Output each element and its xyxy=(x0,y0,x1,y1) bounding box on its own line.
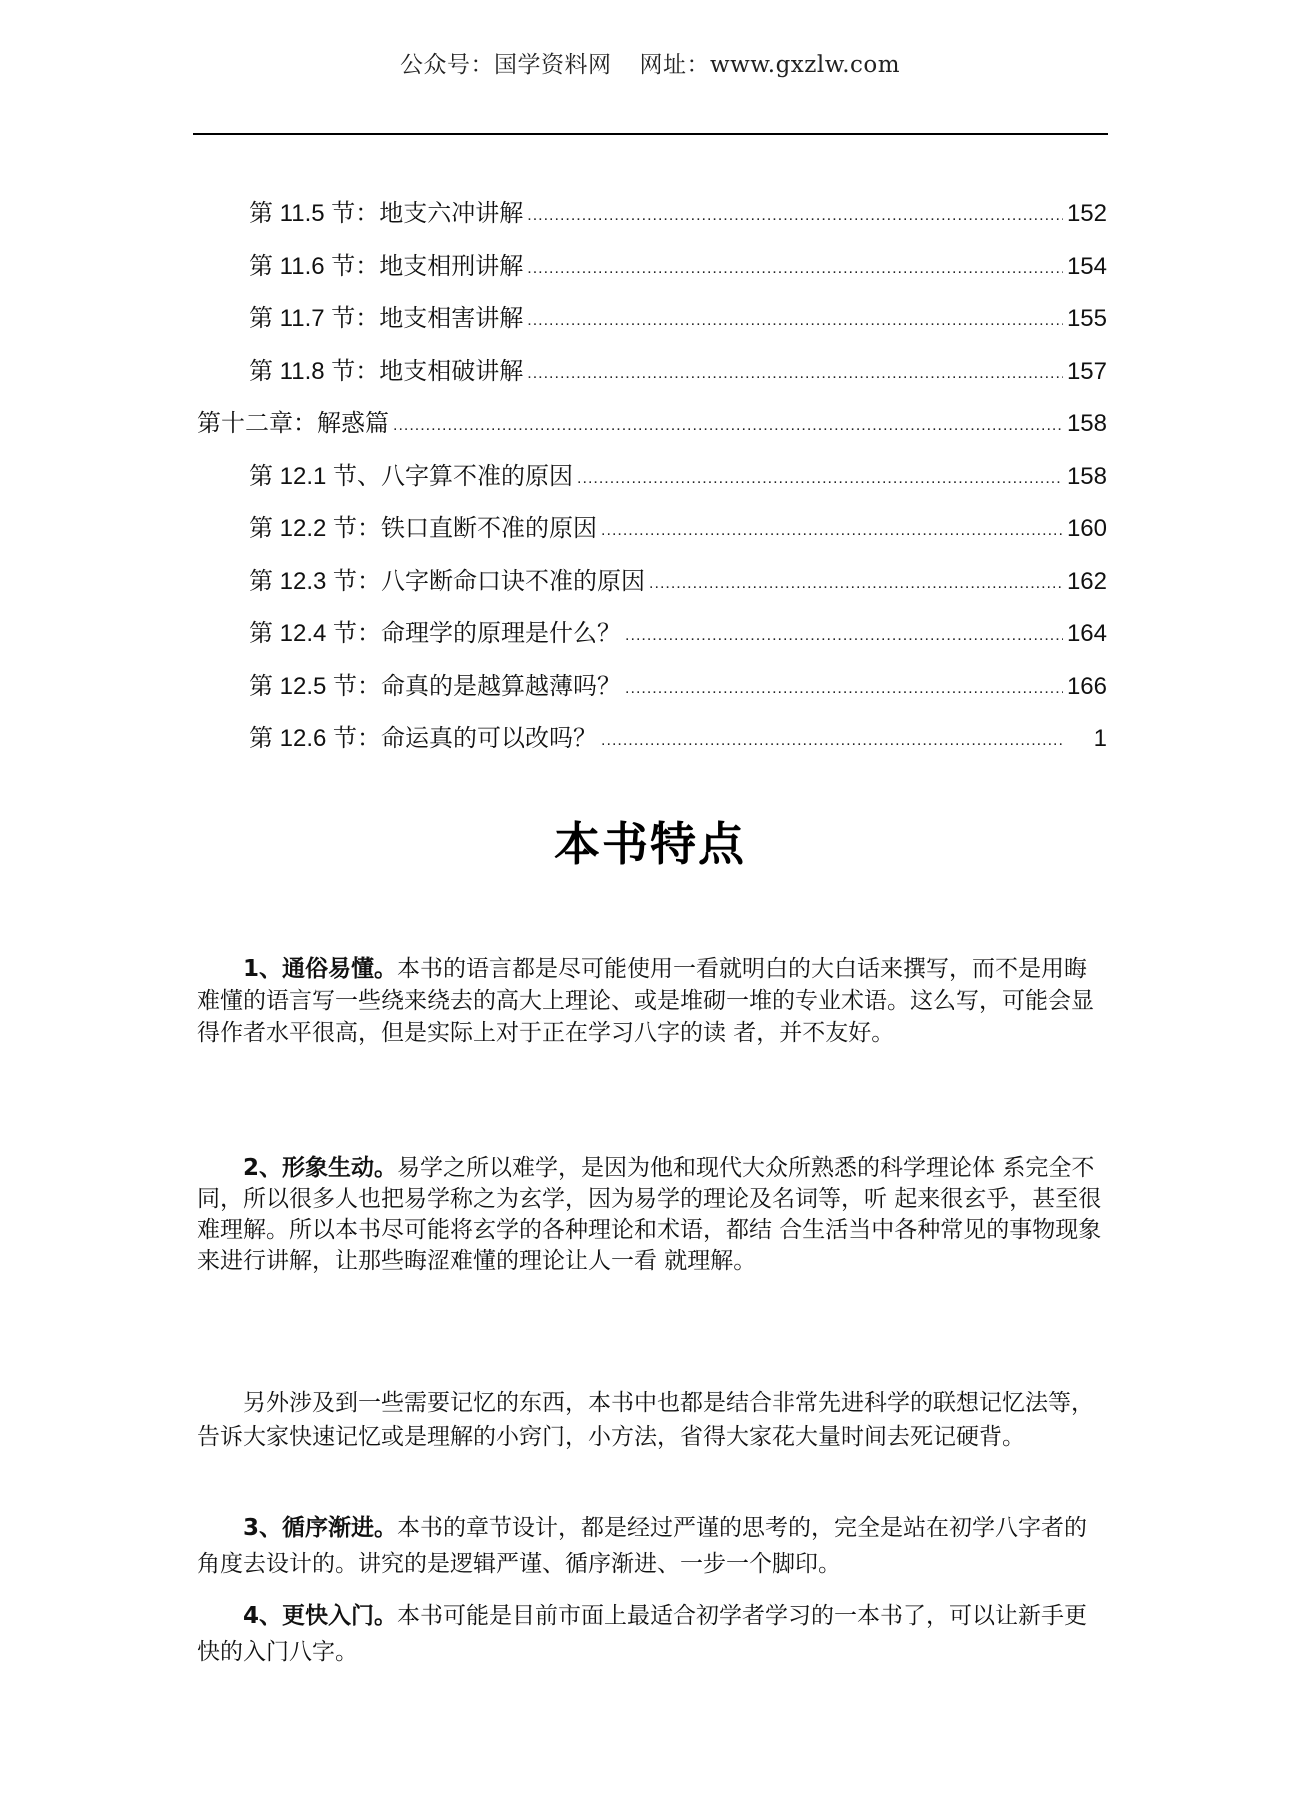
toc-entry-page: 162 xyxy=(1066,567,1107,595)
feature-paragraph xyxy=(197,953,1097,1049)
toc-entry-page: 158 xyxy=(1066,462,1107,490)
toc-leader-dots xyxy=(649,563,1063,602)
toc-entry-page: 160 xyxy=(1066,515,1107,542)
toc-entry[interactable] xyxy=(197,616,1107,669)
feature-lead: 1、通俗易懂。 xyxy=(243,956,398,982)
feature-text: 另外涉及到一些需要记忆的东西，本书中也都是结合非常先进科学的联想记忆法等，告诉大家快速记忆或是理解的小窍门，小方法，省得大家花大量时间去死记硬背。 xyxy=(197,1390,1094,1450)
toc-entry-page: 154 xyxy=(1066,252,1107,280)
toc-entry-page: 166 xyxy=(1066,672,1107,700)
features-heading: 本书特点 xyxy=(554,817,746,871)
toc-entry-title: 第 12.4 节：命理学的原理是什么？ xyxy=(249,620,622,647)
feature-paragraph xyxy=(197,1153,1122,1277)
toc-entry[interactable] xyxy=(197,354,1107,407)
toc-entry-title: 第 12.6 节：命运真的可以改吗？ xyxy=(249,725,598,752)
toc-entry-title: 第 11.6 节：地支相刑讲解 xyxy=(249,252,524,280)
toc-entry-title: 第 12.5 节：命真的是越算越薄吗？ xyxy=(249,672,622,700)
toc-entry-title: 第 11.5 节：地支六冲讲解 xyxy=(249,200,524,227)
feature-paragraph xyxy=(197,1510,1097,1582)
feature-text: 易学之所以难学，是因为他和现代大众所熟悉的科学理论体 系完全不同，所以很多人也把易学称之为玄学，因为易学的理论及名词等，听 起来很玄乎，甚至很难理解。所以本书尽可能将玄学的各种理论和术语，都结 合生活当中各种常见的事物现象来进行讲解，让那些晦涩难懂的理论让人一看 就理解。 xyxy=(197,1155,1102,1274)
toc-entry[interactable] xyxy=(197,721,1107,774)
feature-lead: 2、形象生动。 xyxy=(243,1155,398,1181)
toc-entry-title: 第 12.1 节、八字算不准的原因 xyxy=(249,462,574,490)
toc-entry[interactable] xyxy=(197,564,1107,617)
toc-leader-dots xyxy=(527,248,1063,287)
toc-entry[interactable] xyxy=(197,301,1107,354)
toc-leader-dots xyxy=(527,195,1063,234)
toc-entry[interactable] xyxy=(197,196,1107,249)
feature-paragraph xyxy=(197,1598,1097,1670)
toc-leader-dots xyxy=(625,615,1063,654)
feature-text: 本书的章节设计，都是经过严谨的思考的，完全是站在初学八字者的角度去设计的。讲究的是逻辑严谨、循序渐进、一步一个脚印。 xyxy=(197,1515,1088,1577)
feature-lead: 4、更快入门。 xyxy=(243,1603,398,1629)
toc-leader-dots xyxy=(625,668,1063,707)
toc-leader-dots xyxy=(393,405,1063,444)
header-website-label: 网址：www.gxzlw.com xyxy=(639,52,901,78)
toc-entry-title: 第 11.8 节：地支相破讲解 xyxy=(249,357,524,385)
toc-leader-dots xyxy=(577,458,1063,497)
toc-leader-dots xyxy=(527,300,1063,339)
feature-paragraph xyxy=(197,1386,1097,1454)
toc-entry[interactable] xyxy=(197,511,1107,564)
feature-lead: 3、循序渐进。 xyxy=(243,1515,398,1541)
toc-entry[interactable] xyxy=(197,459,1107,512)
toc-entry-title: 第 12.2 节：铁口直断不准的原因 xyxy=(249,515,598,542)
toc-entry-page: 158 xyxy=(1066,410,1107,437)
toc-entry-title: 第 11.7 节：地支相害讲解 xyxy=(249,305,524,332)
toc-entry-title: 第 12.3 节：八字断命口诀不准的原因 xyxy=(249,567,646,595)
feature-text: 本书可能是目前市面上最适合初学者学习的一本书了，可以让新手更快的入门八字。 xyxy=(197,1603,1088,1665)
header-account-label: 公众号：国学资料网 xyxy=(399,52,612,78)
toc-entry[interactable] xyxy=(197,249,1107,302)
toc-entry-title: 第十二章：解惑篇 xyxy=(197,410,389,437)
toc-chapter-entry[interactable] xyxy=(197,406,1107,459)
toc-leader-dots xyxy=(601,720,1063,759)
toc-leader-dots xyxy=(601,510,1063,549)
toc-entry-page: 157 xyxy=(1066,357,1107,385)
toc-entry-page: 1 xyxy=(1093,725,1107,752)
toc-entry[interactable] xyxy=(197,669,1107,722)
page-header xyxy=(0,46,1300,79)
header-divider xyxy=(193,133,1108,135)
toc-entry-page: 164 xyxy=(1066,620,1107,647)
toc-leader-dots xyxy=(527,353,1063,392)
toc-entry-page: 155 xyxy=(1066,305,1107,332)
table-of-contents xyxy=(197,196,1107,774)
feature-text: 本书的语言都是尽可能使用一看就明白的大白话来撰写，而不是用晦难懂的语言写一些绕来绕去的高大上理论、或是堆砌一堆的专业术语。这么写，可能会显得作者水平很高，但是实际上对于正在学习八字的读 者，并不友好。 xyxy=(197,956,1094,1046)
toc-entry-page: 152 xyxy=(1066,200,1107,227)
